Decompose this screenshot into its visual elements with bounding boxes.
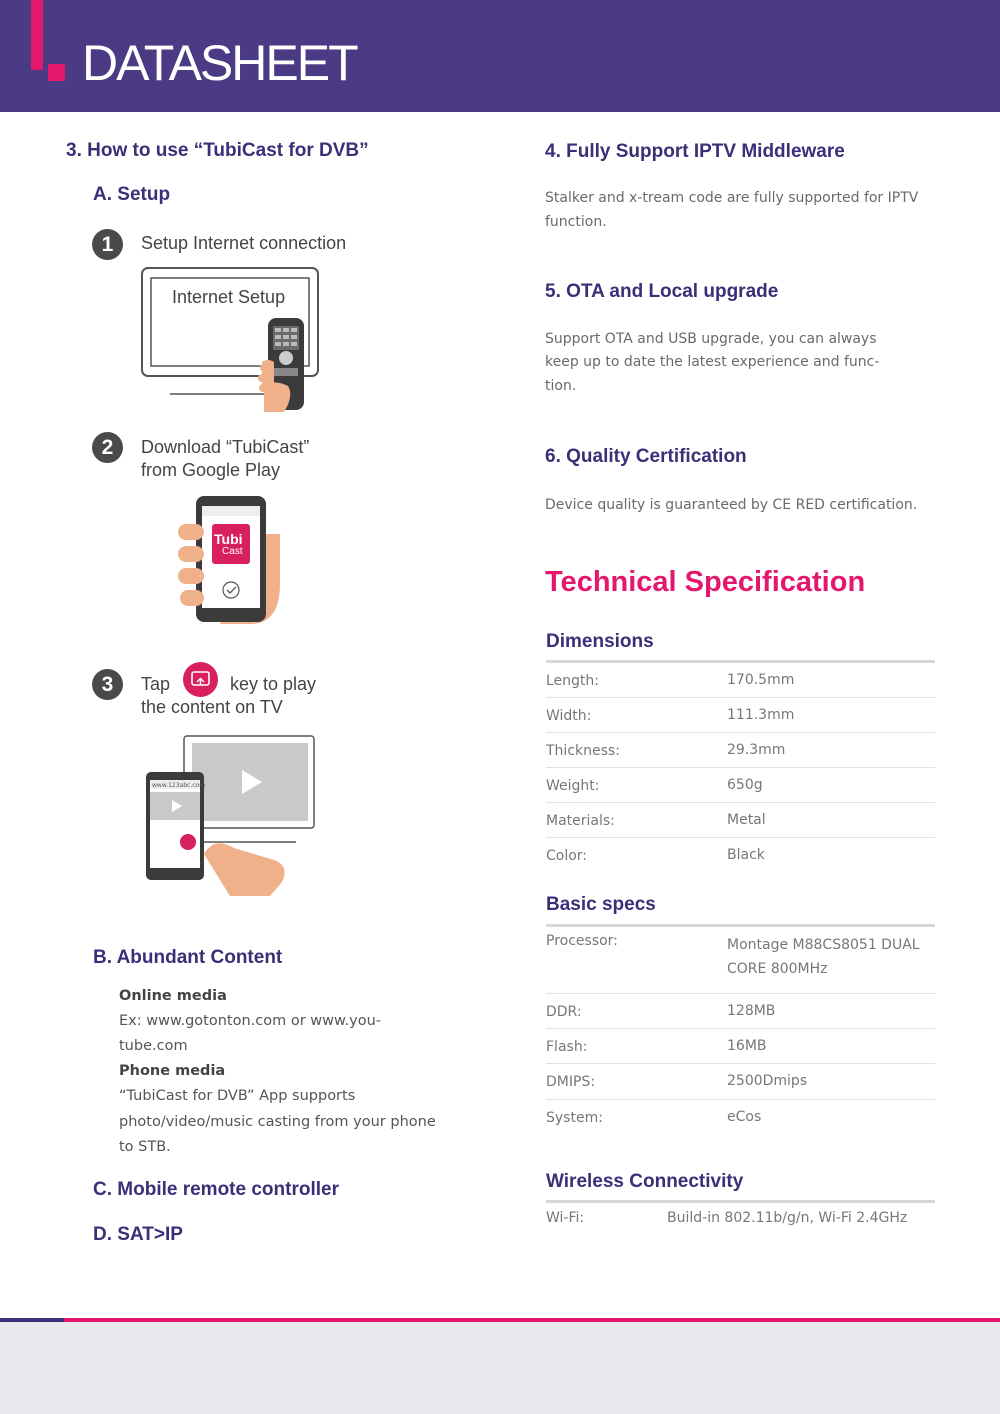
spec-value: eCos bbox=[727, 1109, 762, 1125]
ota-text-2: keep up to date the latest experience and func- bbox=[545, 354, 880, 370]
online-media-text-2: tube.com bbox=[119, 1038, 188, 1054]
dimensions-title: Dimensions bbox=[546, 631, 654, 652]
wireless-title: Wireless Connectivity bbox=[546, 1171, 744, 1192]
spec-key: DMIPS: bbox=[546, 1074, 596, 1090]
spec-row bbox=[546, 994, 935, 1029]
processor-value-line2: CORE 800MHz bbox=[727, 961, 828, 977]
spec-key: System: bbox=[546, 1110, 603, 1126]
quality-text: Device quality is guaranteed by CE RED certification. bbox=[545, 497, 918, 513]
spec-value: 650g bbox=[727, 777, 763, 793]
processor-value-line1: Montage M88CS8051 DUAL bbox=[727, 937, 920, 953]
spec-row bbox=[546, 803, 935, 838]
logo-bar bbox=[31, 0, 43, 70]
technical-specification-title: Technical Specification bbox=[545, 566, 866, 598]
spec-row bbox=[546, 1064, 935, 1100]
spec-value: 170.5mm bbox=[727, 672, 795, 688]
phone-media-label: Phone media bbox=[119, 1063, 226, 1079]
spec-value bbox=[727, 933, 935, 981]
spec-key: Processor: bbox=[546, 933, 618, 949]
spec-key: Flash: bbox=[546, 1039, 588, 1055]
spec-key: Width: bbox=[546, 708, 592, 724]
logo-square bbox=[48, 64, 65, 81]
abundant-content-title: B. Abundant Content bbox=[93, 947, 283, 968]
quality-title: 6. Quality Certification bbox=[545, 446, 747, 467]
spec-row bbox=[546, 768, 935, 803]
phone-media-text-1: “TubiCast for DVB” App supports bbox=[119, 1088, 356, 1104]
cast-icon bbox=[183, 662, 218, 697]
step-3-line2: the content on TV bbox=[141, 697, 283, 717]
spec-value: 2500Dmips bbox=[727, 1073, 808, 1089]
spec-value: 111.3mm bbox=[727, 707, 795, 723]
spec-key: Materials: bbox=[546, 813, 615, 829]
app-name-tubi: Tubi bbox=[214, 531, 243, 547]
spec-row bbox=[546, 698, 935, 733]
spec-key: Weight: bbox=[546, 778, 600, 794]
spec-value: Metal bbox=[727, 812, 766, 828]
step-2-badge: 2 bbox=[92, 432, 123, 463]
internet-setup-label: Internet Setup bbox=[172, 287, 286, 307]
page-footer bbox=[0, 1322, 1000, 1414]
ota-text-3: tion. bbox=[545, 378, 577, 394]
online-media-text-1: Ex: www.gotonton.com or www.you- bbox=[119, 1013, 382, 1029]
step-3-badge: 3 bbox=[92, 669, 123, 700]
step-3-tap: Tap bbox=[141, 674, 171, 694]
step-2-line2: from Google Play bbox=[141, 460, 281, 480]
spec-row-processor bbox=[546, 927, 935, 994]
page-title: DATASHEET bbox=[82, 35, 357, 91]
spec-value: Black bbox=[727, 847, 765, 863]
iptv-text-2: function. bbox=[545, 214, 607, 230]
spec-row-wifi bbox=[546, 1203, 935, 1238]
step-1-text: Setup Internet connection bbox=[141, 233, 347, 253]
ota-text-1: Support OTA and USB upgrade, you can always bbox=[545, 331, 877, 347]
spec-value: 128MB bbox=[727, 1003, 776, 1019]
page-header bbox=[0, 0, 1000, 112]
mobile-remote-title: C. Mobile remote controller bbox=[93, 1179, 339, 1200]
online-media-label: Online media bbox=[119, 988, 227, 1004]
spec-row bbox=[546, 733, 935, 768]
phone-media-text-2: photo/video/music casting from your phone bbox=[119, 1114, 436, 1130]
app-name-cast: Cast bbox=[222, 546, 243, 557]
step-1-badge: 1 bbox=[92, 229, 123, 260]
spec-key: Length: bbox=[546, 673, 600, 689]
spec-key: DDR: bbox=[546, 1004, 582, 1020]
iptv-title: 4. Fully Support IPTV Middleware bbox=[545, 141, 845, 162]
phone-media-text-3: to STB. bbox=[119, 1139, 171, 1155]
ota-title: 5. OTA and Local upgrade bbox=[545, 281, 779, 302]
spec-key: Thickness: bbox=[546, 743, 620, 759]
section-title-how-to-use: 3. How to use “TubiCast for DVB” bbox=[66, 140, 369, 161]
phone-url: www.123abc.com bbox=[152, 782, 206, 789]
setup-title: A. Setup bbox=[93, 184, 171, 205]
cast-to-tv-illustration bbox=[144, 734, 318, 896]
spec-key: Color: bbox=[546, 848, 588, 864]
spec-row bbox=[546, 838, 935, 873]
satip-title: D. SAT>IP bbox=[93, 1224, 183, 1245]
spec-row bbox=[546, 1029, 935, 1064]
spec-value: Build-in 802.11b/g/n, Wi-Fi 2.4GHz bbox=[667, 1210, 908, 1226]
iptv-text-1: Stalker and x-tream code are fully supported for IPTV bbox=[545, 190, 919, 206]
step-2-line1: Download “TubiCast” bbox=[141, 437, 310, 457]
spec-row bbox=[546, 663, 935, 698]
spec-row bbox=[546, 1100, 935, 1135]
spec-value: 16MB bbox=[727, 1038, 767, 1054]
spec-key: Wi-Fi: bbox=[546, 1210, 585, 1226]
phone-app-illustration bbox=[176, 494, 290, 624]
step-3-after: key to play bbox=[230, 674, 317, 694]
spec-value: 29.3mm bbox=[727, 742, 786, 758]
basic-specs-title: Basic specs bbox=[546, 894, 656, 915]
